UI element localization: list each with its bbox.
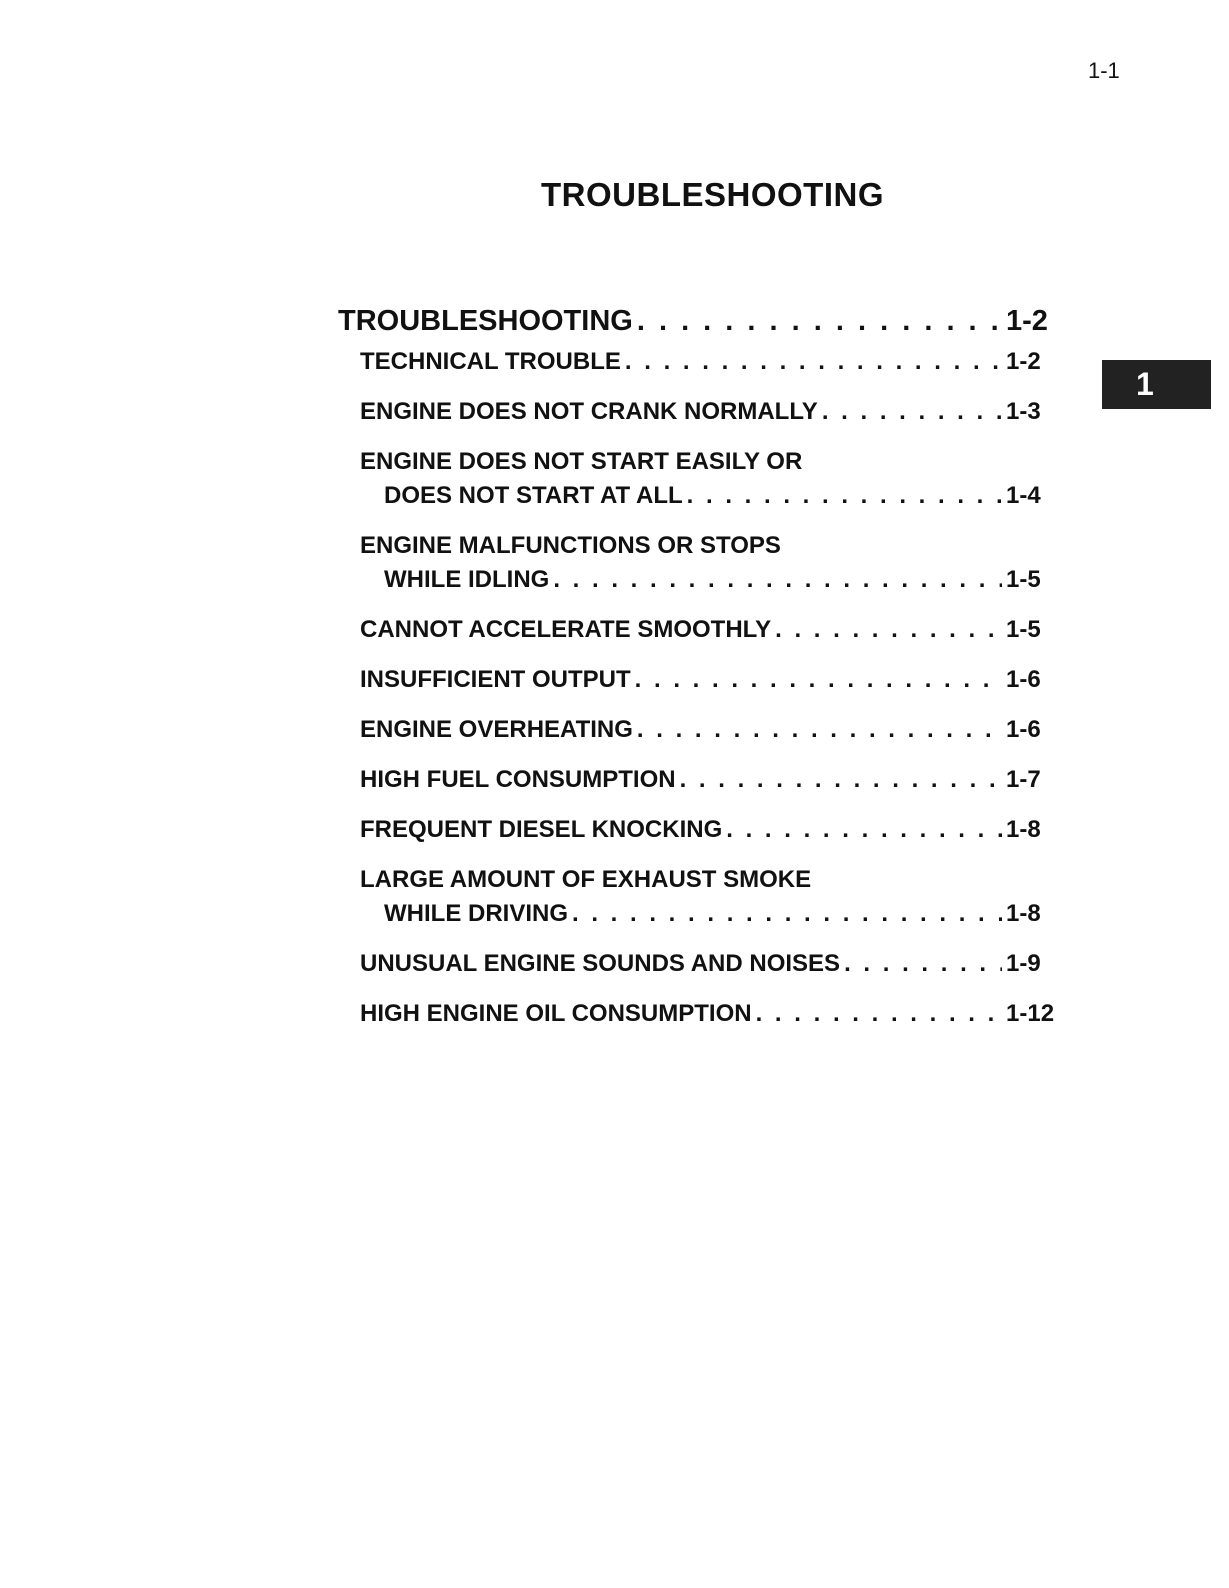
toc-entry-page: 1-9	[1006, 950, 1041, 977]
toc-entry-label: HIGH ENGINE OIL CONSUMPTION	[360, 1000, 752, 1027]
toc-entry-page: 1-3	[1006, 398, 1041, 425]
page-number: 1-1	[1088, 58, 1120, 83]
dot-leader	[635, 666, 1002, 694]
toc-entry-page: 1-4	[1006, 482, 1041, 509]
toc-entry-does-not-start[interactable]	[338, 448, 1058, 510]
toc-entry-cannot-accelerate[interactable]	[338, 616, 1058, 644]
dot-leader	[687, 482, 1002, 510]
dot-leader	[625, 348, 1002, 376]
toc-entry-oil-consumption[interactable]	[338, 1000, 1058, 1028]
toc-entry-label-cont: DOES NOT START AT ALL	[384, 482, 683, 509]
toc-entry-label: INSUFFICIENT OUTPUT	[360, 666, 631, 693]
toc-entry-label: HIGH FUEL CONSUMPTION	[360, 766, 676, 793]
toc-entry-insufficient-output[interactable]	[338, 666, 1058, 694]
toc-entry-technical-trouble[interactable]	[338, 348, 1058, 376]
toc-entry-page: 1-5	[1006, 616, 1041, 643]
toc-main-label: TROUBLESHOOTING	[338, 305, 633, 337]
dot-leader	[572, 900, 1002, 928]
toc-entry-label: ENGINE MALFUNCTIONS OR STOPS	[360, 532, 781, 559]
toc-entry-label: CANNOT ACCELERATE SMOOTHLY	[360, 616, 772, 643]
toc-entry-does-not-crank[interactable]	[338, 398, 1058, 426]
dot-leader	[844, 950, 1002, 978]
dot-leader	[637, 716, 1002, 744]
dot-leader	[553, 566, 1002, 594]
dot-leader	[756, 1000, 1002, 1028]
chapter-title: TROUBLESHOOTING	[541, 176, 884, 213]
toc-entry-unusual-sounds[interactable]	[338, 950, 1058, 978]
toc-entry-high-fuel-consumption[interactable]	[338, 766, 1058, 794]
toc-entry-label: ENGINE OVERHEATING	[360, 716, 633, 743]
dot-leader	[726, 816, 1002, 844]
chapter-tab-number: 1	[1136, 366, 1154, 402]
toc-entry-label: UNUSUAL ENGINE SOUNDS AND NOISES	[360, 950, 841, 977]
toc-entry-label: LARGE AMOUNT OF EXHAUST SMOKE	[360, 866, 812, 893]
toc-entry-page: 1-6	[1006, 666, 1041, 693]
toc-main-entry[interactable]	[338, 300, 1058, 348]
toc-main-page: 1-2	[1006, 305, 1048, 337]
toc-entry-page: 1-8	[1006, 816, 1041, 843]
toc-entry-malfunctions-idling[interactable]	[338, 532, 1058, 594]
toc-entry-page: 1-7	[1006, 766, 1041, 793]
toc-entry-label: ENGINE DOES NOT CRANK NORMALLY	[360, 398, 818, 425]
toc-entry-page: 1-2	[1006, 348, 1041, 375]
dot-leader	[822, 398, 1002, 426]
toc-entry-page: 1-8	[1006, 900, 1041, 927]
table-of-contents	[338, 300, 1058, 1050]
toc-entry-page: 1-5	[1006, 566, 1041, 593]
toc-entry-overheating[interactable]	[338, 716, 1058, 744]
toc-entry-label: ENGINE DOES NOT START EASILY OR	[360, 448, 803, 475]
toc-entry-label-cont: WHILE DRIVING	[384, 900, 568, 927]
toc-entry-page: 1-12	[1006, 1000, 1055, 1027]
toc-entry-label-cont: WHILE IDLING	[384, 566, 550, 593]
chapter-tab	[1102, 360, 1211, 409]
toc-entry-label: TECHNICAL TROUBLE	[360, 348, 621, 375]
dot-leader	[637, 305, 1002, 338]
dot-leader	[680, 766, 1002, 794]
toc-entry-diesel-knocking[interactable]	[338, 816, 1058, 844]
dot-leader	[775, 616, 1002, 644]
toc-entry-label: FREQUENT DIESEL KNOCKING	[360, 816, 723, 843]
toc-entry-exhaust-smoke[interactable]	[338, 866, 1058, 928]
toc-entry-page: 1-6	[1006, 716, 1041, 743]
